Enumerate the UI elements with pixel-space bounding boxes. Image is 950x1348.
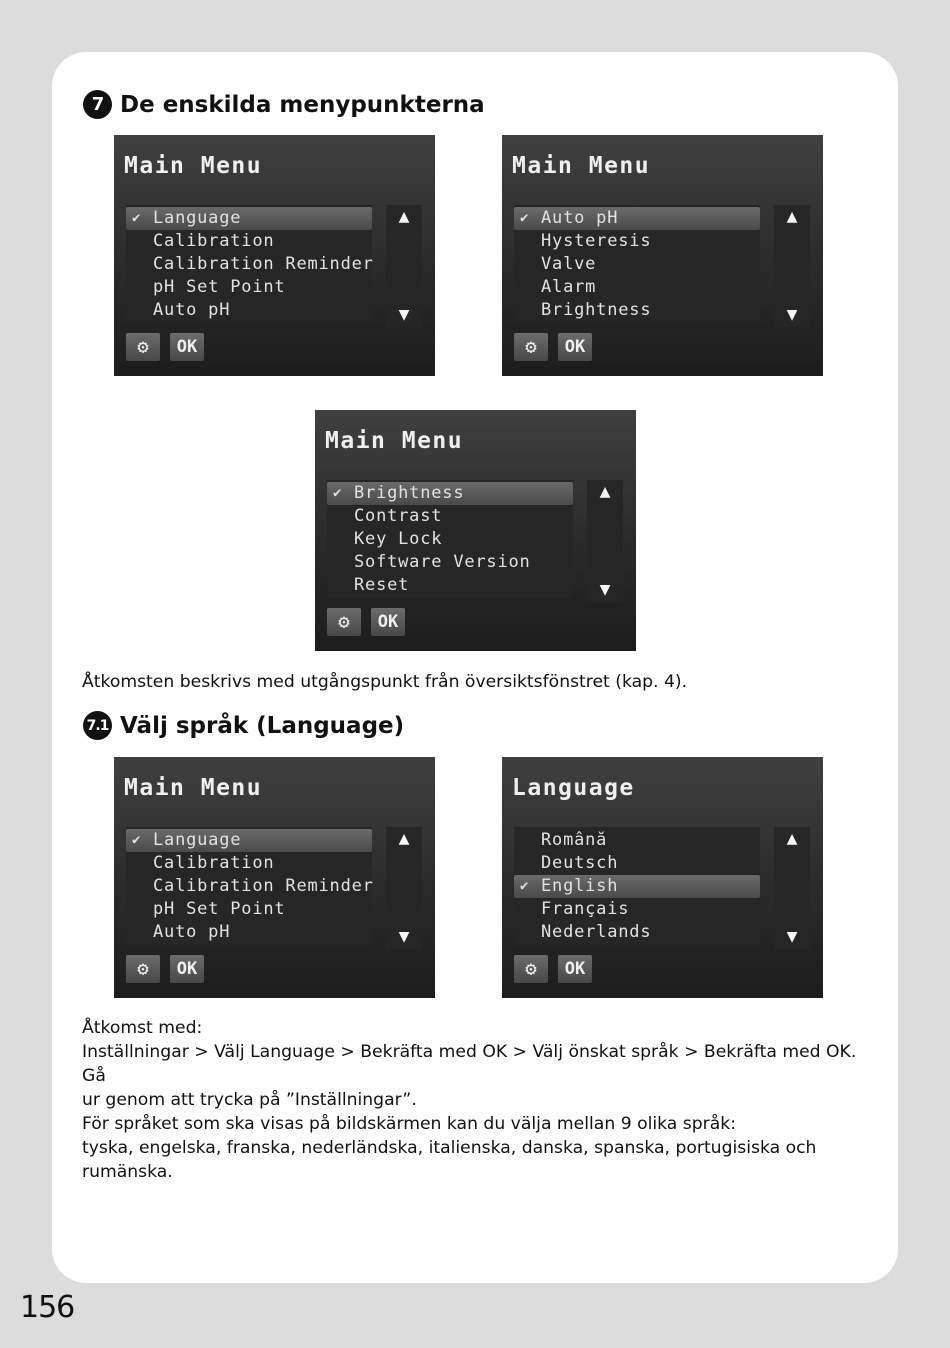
check-icon: ✔	[520, 878, 530, 894]
menu-list	[126, 205, 372, 323]
section-badge: 7	[83, 90, 112, 119]
arrow-down-icon[interactable]: ▼	[398, 926, 410, 947]
ok-button[interactable]: OK	[170, 333, 204, 361]
arrow-up-icon[interactable]: ▲	[398, 206, 410, 227]
check-icon: ✔	[132, 832, 142, 848]
menu-item-selected[interactable]: ✔ Auto pH	[514, 207, 760, 230]
ok-button[interactable]: OK	[558, 955, 592, 983]
menu-item[interactable]: Auto pH	[153, 300, 231, 320]
arrow-down-icon[interactable]: ▼	[599, 579, 611, 600]
access-description: Åtkomsten beskrivs med utgångspunkt från översiktsfönstret (kap. 4).	[82, 672, 688, 692]
ok-button[interactable]: OK	[371, 608, 405, 636]
access-with-line: Inställningar > Välj Language > Bekräfta med OK > Välj önskat språk > Bekräfta med OK. Gå	[82, 1042, 857, 1086]
screen-main-menu-1	[114, 135, 435, 376]
gear-icon: ⚙	[525, 958, 537, 980]
scrollbar[interactable]	[386, 205, 422, 327]
section-7-heading	[83, 90, 485, 119]
screen-title: Main Menu	[124, 775, 263, 801]
screen-title: Main Menu	[325, 428, 464, 454]
arrow-up-icon[interactable]: ▲	[786, 828, 798, 849]
menu-list	[327, 480, 573, 598]
menu-item[interactable]: Calibration	[153, 853, 275, 873]
menu-item-selected[interactable]: ✔ Language	[126, 829, 372, 852]
menu-item[interactable]: Software Version	[354, 552, 531, 572]
access-with-line: ur genom att trycka på ”Inställningar”.	[82, 1090, 417, 1110]
section-7-1-heading	[83, 711, 404, 740]
scrollbar[interactable]	[386, 827, 422, 949]
arrow-up-icon[interactable]: ▲	[398, 828, 410, 849]
ok-button[interactable]: OK	[170, 955, 204, 983]
screen-main-menu-4	[114, 757, 435, 998]
settings-button[interactable]	[126, 333, 160, 361]
check-icon: ✔	[132, 210, 142, 226]
access-with-label: Åtkomst med:	[82, 1018, 203, 1038]
menu-item[interactable]: pH Set Point	[153, 277, 286, 297]
menu-item-selected[interactable]: ✔ Brightness	[327, 482, 573, 505]
scrollbar[interactable]	[774, 205, 810, 327]
language-item-selected[interactable]: ✔ English	[514, 875, 760, 898]
arrow-down-icon[interactable]: ▼	[786, 304, 798, 325]
menu-item[interactable]: Alarm	[541, 277, 597, 297]
page-number: 156	[20, 1290, 75, 1325]
menu-item[interactable]: Key Lock	[354, 529, 443, 549]
gear-icon: ⚙	[137, 336, 149, 358]
menu-item[interactable]: Hysteresis	[541, 231, 652, 251]
section-title: Välj språk (Language)	[120, 712, 405, 739]
language-item[interactable]: Français	[541, 899, 630, 919]
menu-item[interactable]: Calibration Reminder	[153, 876, 374, 896]
language-item[interactable]: Română	[541, 830, 608, 850]
languages-line: tyska, engelska, franska, nederländska, italienska, danska, spanska, portugisiska och	[82, 1138, 817, 1158]
check-icon: ✔	[520, 210, 530, 226]
settings-button[interactable]	[327, 608, 361, 636]
gear-icon: ⚙	[525, 336, 537, 358]
screen-title: Main Menu	[512, 153, 651, 179]
arrow-down-icon[interactable]: ▼	[786, 926, 798, 947]
language-item[interactable]: Deutsch	[541, 853, 619, 873]
screen-main-menu-2	[502, 135, 823, 376]
menu-list	[126, 827, 372, 945]
ok-button[interactable]: OK	[558, 333, 592, 361]
menu-item[interactable]: Calibration	[153, 231, 275, 251]
menu-item[interactable]: Reset	[354, 575, 410, 595]
menu-item[interactable]: Auto pH	[153, 922, 231, 942]
arrow-up-icon[interactable]: ▲	[599, 481, 611, 502]
languages-block	[82, 1112, 872, 1184]
menu-item[interactable]: Valve	[541, 254, 597, 274]
arrow-down-icon[interactable]: ▼	[398, 304, 410, 325]
language-list	[514, 827, 760, 945]
gear-icon: ⚙	[338, 611, 350, 633]
menu-item[interactable]: Contrast	[354, 506, 443, 526]
arrow-up-icon[interactable]: ▲	[786, 206, 798, 227]
access-with-block	[82, 1016, 872, 1112]
check-icon: ✔	[333, 485, 343, 501]
scrollbar[interactable]	[774, 827, 810, 949]
settings-button[interactable]	[514, 333, 548, 361]
menu-item[interactable]: Calibration Reminder	[153, 254, 374, 274]
menu-item[interactable]: pH Set Point	[153, 899, 286, 919]
settings-button[interactable]	[514, 955, 548, 983]
section-title: De enskilda menypunkterna	[120, 91, 485, 118]
screen-main-menu-3	[315, 410, 636, 651]
languages-line: rumänska.	[82, 1162, 173, 1182]
section-badge: 7.1	[83, 711, 112, 740]
menu-item-selected[interactable]: ✔ Language	[126, 207, 372, 230]
screen-language	[502, 757, 823, 998]
menu-list	[514, 205, 760, 323]
menu-item[interactable]: Brightness	[541, 300, 652, 320]
screen-title: Language	[512, 775, 635, 801]
languages-line: För språket som ska visas på bildskärmen kan du välja mellan 9 olika språk:	[82, 1114, 737, 1134]
settings-button[interactable]	[126, 955, 160, 983]
scrollbar[interactable]	[587, 480, 623, 602]
gear-icon: ⚙	[137, 958, 149, 980]
language-item[interactable]: Nederlands	[541, 922, 652, 942]
screen-title: Main Menu	[124, 153, 263, 179]
